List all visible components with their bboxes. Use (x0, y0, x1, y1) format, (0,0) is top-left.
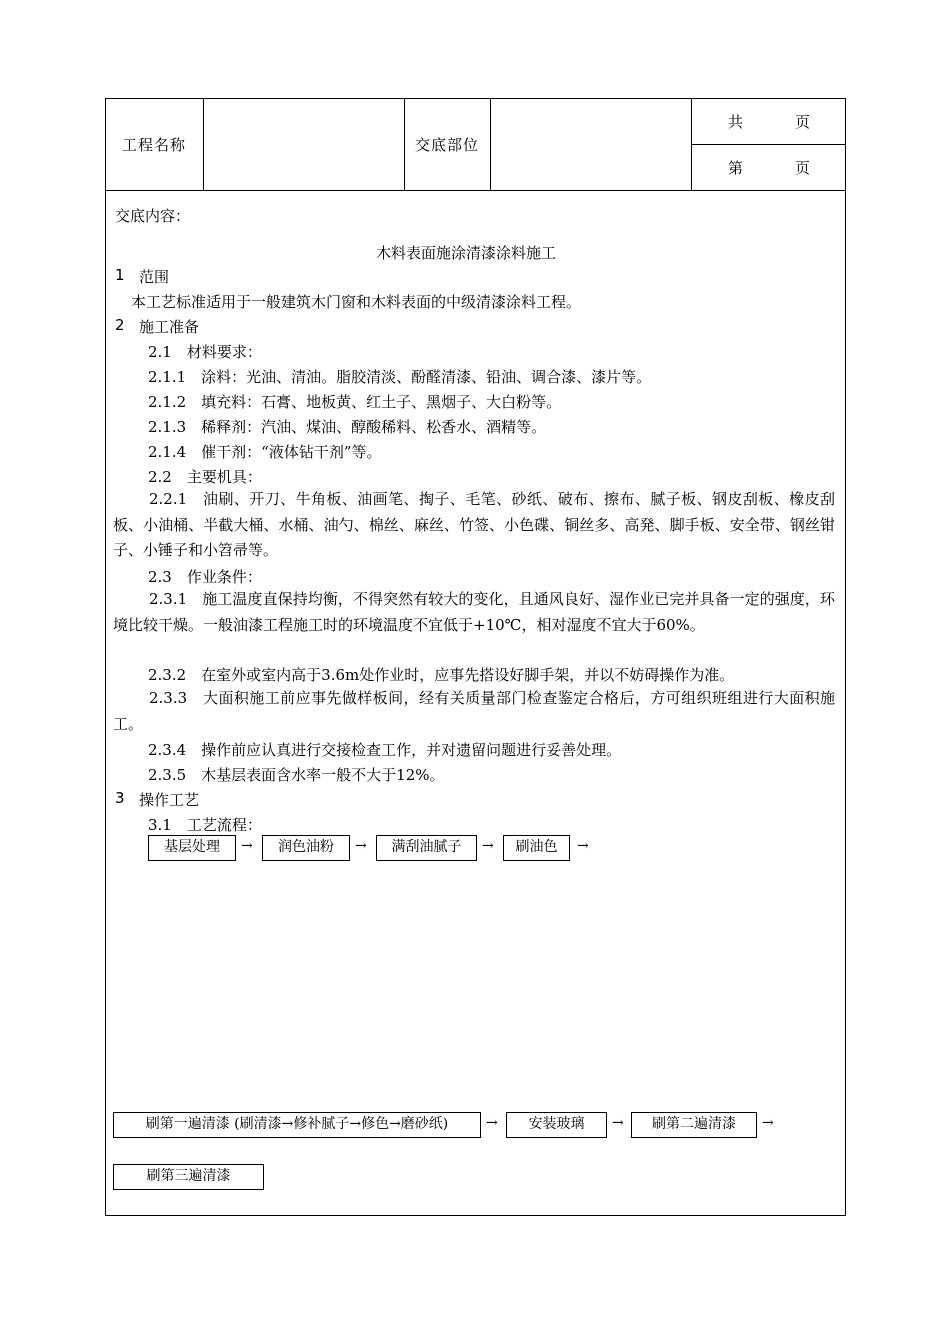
flow-arrow-icon: → (486, 1115, 498, 1131)
section-1-text: 本工艺标准适用于一般建筑木门窗和木料表面的中级清漆涂料工程。 (131, 293, 582, 311)
flow-step-putty: 满刮油腻子 (376, 835, 477, 861)
section-1-heading: 范围 (139, 268, 170, 286)
item-2-3: 2.3 作业条件： (148, 568, 262, 586)
section-3-heading: 操作工艺 (139, 791, 200, 809)
flow-step-base-treatment: 基层处理 (148, 835, 236, 861)
flow-arrow-icon: → (577, 838, 589, 854)
section-3-number: 3 (115, 789, 125, 807)
total-pages-label-1: 共 (728, 113, 744, 131)
item-2-1-3: 2.1.3 稀释剂：汽油、煤油、醇酸稀料、松香水、酒精等。 (148, 418, 547, 436)
item-2-1-4: 2.1.4 催干剂：“液体钻干剂”等。 (148, 443, 382, 461)
flow-arrow-icon: → (241, 838, 253, 854)
flow-arrow-icon: → (612, 1115, 624, 1131)
item-2-1: 2.1 材料要求： (148, 343, 262, 361)
item-2-2: 2.2 主要机具： (148, 468, 262, 486)
total-pages-label-2: 页 (795, 113, 811, 131)
header-divider-3 (490, 98, 491, 191)
section-2-heading: 施工准备 (139, 318, 200, 336)
header-bottom-line (105, 190, 846, 191)
flow-step-second-varnish: 刷第二遍清漆 (631, 1112, 757, 1138)
project-name-label: 工程名称 (122, 136, 187, 154)
intro-label: 交底内容： (115, 207, 191, 225)
item-2-3-5: 2.3.5 木基层表面含水率一般不大于12%。 (148, 766, 445, 784)
item-2-3-2: 2.3.2 在室外或室内高于3.6m处作业时，应事先搭设好脚手架，并以不妨碍操作为准。 (148, 666, 735, 684)
header-page-divider (691, 144, 846, 145)
flow-step-first-varnish: 刷第一遍清漆 (刷清漆→修补腻子→修色→磨砂纸) (113, 1112, 481, 1138)
flow-step-oil-powder: 润色油粉 (262, 835, 350, 861)
page-no-label-1: 第 (728, 159, 744, 177)
flow-step-glass: 安装玻璃 (506, 1112, 607, 1138)
item-3-1: 3.1 工艺流程： (148, 816, 262, 834)
header-divider-2 (404, 98, 405, 191)
flow-arrow-icon: → (762, 1115, 774, 1131)
flow-arrow-icon: → (355, 838, 367, 854)
item-2-3-1: 2.3.1 施工温度直保持均衡，不得突然有较大的变化，且通风良好、湿作业已完并具备一定的强度，环境比较干燥。一般油漆工程施工时的环境温度不宜低于+10℃，相对湿度不宜大于60%。 (113, 590, 835, 634)
item-2-1-2: 2.1.2 填充料：石膏、地板黄、红土子、黑烟子、大白粉等。 (148, 393, 562, 411)
document-title: 木料表面施涂清漆涂料施工 (376, 244, 557, 262)
section-2-number: 2 (115, 316, 125, 334)
flow-arrow-icon: → (482, 838, 494, 854)
item-2-1-1: 2.1.1 涂料：光油、清油。脂胶清淡、酚醛清漆、铅油、调合漆、漆片等。 (148, 368, 652, 386)
document-frame (105, 98, 846, 1216)
location-label: 交底部位 (415, 136, 480, 154)
flow-step-color-coat: 刷油色 (503, 835, 570, 861)
header-divider-1 (203, 98, 204, 191)
section-1-number: 1 (115, 266, 125, 284)
flow-step-third-varnish: 刷第三遍清漆 (113, 1164, 264, 1190)
item-2-2-1: 2.2.1 油刷、开刀、牛角板、油画笔、掏子、毛笔、砂纸、破布、擦布、腻子板、钢皮刮板、橡皮刮板、小油桶、半截大桶、水桶、油勺、棉丝、麻丝、竹签、小色碟、铜丝多、高発、脚手板、安全带、钢丝钳子、小锤子和小笤帚等。 (113, 490, 835, 559)
item-2-3-4: 2.3.4 操作前应认真进行交接检查工作，并对遗留问题进行妥善处理。 (148, 741, 622, 759)
item-2-3-3: 2.3.3 大面积施工前应事先做样板间，经有关质量部门检查鉴定合格后，方可组织班组进行大面积施工。 (113, 689, 835, 733)
page-no-label-2: 页 (795, 159, 811, 177)
